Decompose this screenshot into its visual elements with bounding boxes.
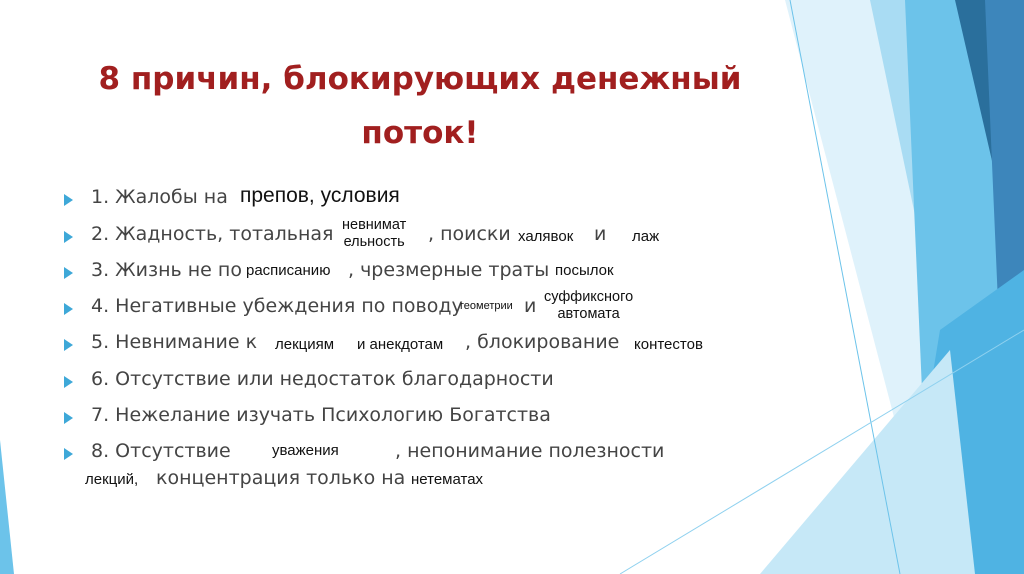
item-insert-line: невнимат	[342, 217, 407, 233]
item-insert: геометрии	[460, 300, 513, 312]
triangle-bullet-icon	[64, 267, 73, 279]
item-text: , чрезмерные траты	[348, 259, 550, 281]
item-text: 1. Жалобы на	[91, 186, 228, 208]
triangle-bullet-icon	[64, 194, 73, 206]
item-insert: контестов	[634, 336, 703, 353]
item-insert	[544, 289, 633, 323]
item-insert	[342, 217, 406, 251]
item-insert: и анекдотам	[357, 336, 444, 353]
item-insert: лекций,	[85, 471, 139, 488]
triangle-bullet-icon	[64, 339, 73, 351]
slide-title	[60, 52, 780, 160]
item-insert: расписанию	[246, 262, 331, 279]
triangle-bullet-icon	[64, 448, 73, 460]
slide-title-line2: поток!	[361, 115, 479, 151]
triangle-bullet-icon	[64, 303, 73, 315]
item-text: , непонимание полезности	[395, 440, 665, 462]
item-insert: нетематах	[411, 471, 484, 488]
item-insert: препов, условия	[240, 184, 400, 207]
item-insert-line: ельность	[343, 234, 405, 250]
item-text: и	[594, 223, 607, 245]
item-text: и	[524, 295, 537, 317]
item-text: 6. Отсутствие или недостаток благодарности	[91, 368, 554, 390]
item-text: , поиски	[428, 223, 511, 245]
item-text: 4. Негативные убеждения по поводу	[91, 295, 463, 317]
pale-shard	[760, 350, 975, 574]
item-text: 5. Невнимание к	[91, 331, 258, 353]
item-insert-line: суффиксного	[544, 289, 634, 305]
item-insert: лаж	[632, 228, 660, 245]
item-text: 7. Нежелание изучать Психологию Богатства	[91, 404, 551, 426]
item-insert: уважения	[272, 442, 339, 459]
item-text: 8. Отсутствие	[91, 440, 231, 462]
item-text: концентрация только на	[156, 467, 406, 489]
item-insert: посылок	[555, 262, 614, 279]
item-text: , блокирование	[465, 331, 620, 353]
triangle-bullet-icon	[64, 376, 73, 388]
item-insert: халявок	[518, 228, 574, 245]
slide-title-line1: 8 причин, блокирующих денежный	[98, 61, 742, 97]
triangle-bullet-icon	[64, 412, 73, 424]
item-insert-line: автомата	[557, 306, 620, 322]
item-text: 3. Жизнь не по	[91, 259, 242, 281]
item-text: 2. Жадность, тотальная	[91, 223, 334, 245]
triangle-bullet-icon	[64, 231, 73, 243]
left-corner-shard	[0, 440, 14, 574]
item-insert: лекциям	[275, 336, 335, 353]
